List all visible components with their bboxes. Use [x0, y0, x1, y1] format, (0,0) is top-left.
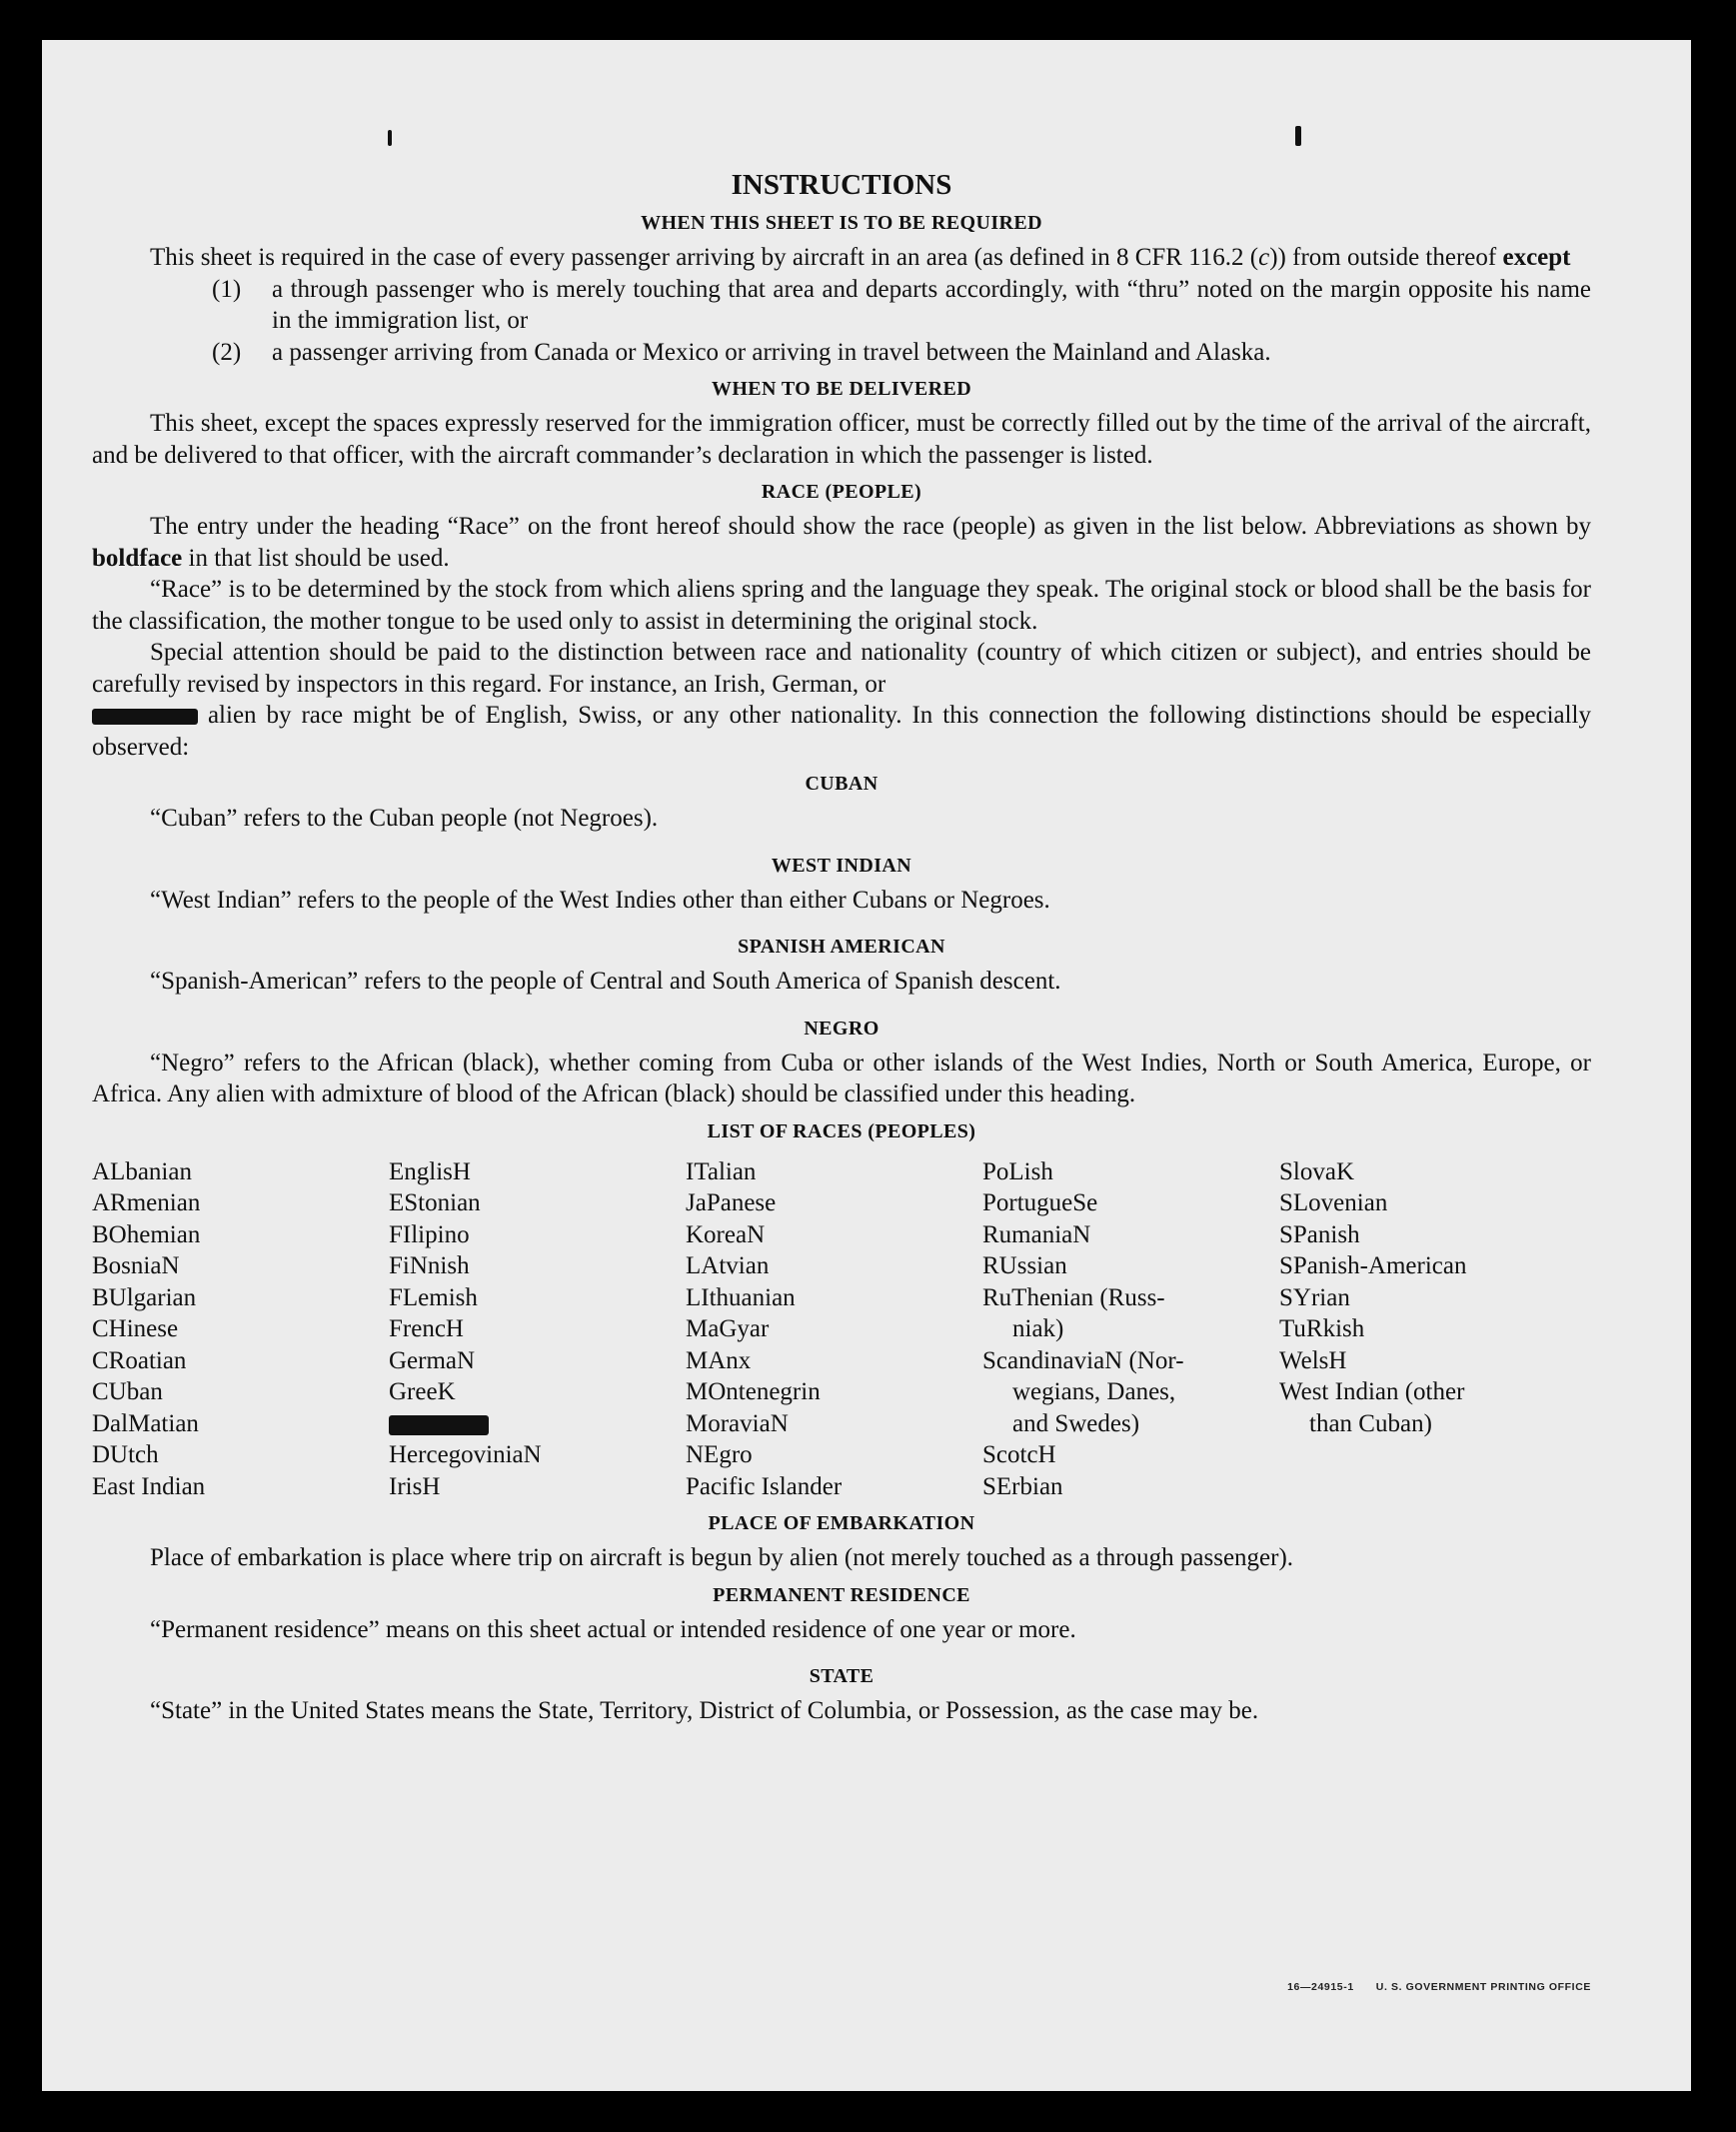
races-column-2	[389, 1156, 686, 1503]
redaction-mark	[389, 1415, 489, 1435]
race-entry: CRoatian	[92, 1346, 187, 1374]
paragraph-race-entry: The entry under the heading “Race” on the front hereof should show the race (people) as given in the list below. Abbreviations as shown by boldface in that list should be used.	[92, 513, 1591, 572]
race-entry: BosniaN	[92, 1252, 180, 1279]
definition-cuban: “Cuban” refers to the Cuban people (not Negroes).	[150, 805, 659, 832]
race-entry: LAtvian	[686, 1252, 770, 1279]
race-entry: FIlipino	[389, 1220, 470, 1248]
definition-west-indian: “West Indian” refers to the people of the West Indies other than either Cubans or Negroes.	[150, 886, 1050, 914]
heading-when-delivered: WHEN TO BE DELIVERED	[711, 378, 972, 400]
heading-state: STATE	[809, 1665, 874, 1687]
punch-mark-right	[1295, 126, 1301, 146]
heading-cuban: CUBAN	[805, 773, 878, 795]
race-entry-redacted	[389, 1408, 686, 1440]
paragraph-when-required: This sheet is required in the case of every passenger arriving by aircraft in an area (as defined in 8 CFR 116.2 (c)) from outside thereof except	[150, 244, 1571, 271]
race-entry: Pacific Islander	[686, 1472, 843, 1500]
race-entry: MaGyar	[686, 1315, 770, 1342]
race-entry: SYrian	[1279, 1283, 1350, 1311]
race-entry: ALbanian	[92, 1157, 192, 1185]
definition-spanish-american: “Spanish-American” refers to the people of Central and South America of Spanish descent.	[150, 968, 1061, 995]
printer-footer	[1287, 1981, 1591, 1993]
race-entry: EStonian	[389, 1189, 481, 1216]
race-entry: ITalian	[686, 1157, 757, 1185]
race-entry: SPanish-American	[1279, 1252, 1467, 1279]
race-entry: BUlgarian	[92, 1283, 197, 1311]
race-entry: HercegoviniaN	[389, 1441, 542, 1468]
race-entry: West Indian (other	[1279, 1378, 1465, 1405]
paragraph-race-distinction: Special attention should be paid to the distinction between race and nationality (country of which citizen or subject), and entries should be carefully revised by inspectors in this regard. For instance, an Irish, German, or alien by race might be of English, Swiss, or any other nationality. In this connection the following distinctions should be especially observed:	[92, 639, 1591, 761]
printer-name: U. S. GOVERNMENT PRINTING OFFICE	[1375, 1981, 1591, 1993]
heading-list-of-races: LIST OF RACES (PEOPLES)	[707, 1119, 976, 1142]
list-item: (1) a through passenger who is merely touching that area and departs accordingly, with “thru” noted on the margin opposite his name in the immigration list, or	[212, 275, 1591, 334]
race-entry: FLemish	[389, 1283, 478, 1311]
document-sheet	[42, 40, 1691, 2091]
races-column-4	[982, 1156, 1279, 1503]
race-entry-continued: and Swedes)	[1012, 1409, 1140, 1437]
race-entry: TuRkish	[1279, 1315, 1365, 1342]
race-entry: ScotcH	[982, 1441, 1056, 1468]
race-entry: GermaN	[389, 1346, 476, 1374]
heading-place-of-embarkation: PLACE OF EMBARKATION	[708, 1512, 975, 1534]
heading-west-indian: WEST INDIAN	[771, 854, 912, 877]
heading-permanent-residence: PERMANENT RESIDENCE	[713, 1583, 970, 1606]
heading-negro: NEGRO	[804, 1017, 879, 1040]
race-entry: JaPanese	[686, 1189, 777, 1216]
race-entry: DUtch	[92, 1441, 159, 1468]
race-entry: CHinese	[92, 1315, 179, 1342]
race-entry: IrisH	[389, 1472, 441, 1500]
race-entry: SLovenian	[1279, 1189, 1388, 1216]
race-entry: PortugueSe	[982, 1189, 1098, 1216]
redaction-mark	[92, 709, 198, 725]
paragraph-when-delivered: This sheet, except the spaces expressly reserved for the immigration officer, must be correctly filled out by the time of the arrival of the aircraft, and be delivered to that officer, with the aircraft commander’s declaration in which the passenger is listed.	[92, 410, 1591, 469]
race-entry: PoLish	[982, 1157, 1053, 1185]
form-number: 16—24915-1	[1287, 1981, 1354, 1993]
race-entry: ARmenian	[92, 1189, 201, 1216]
race-entry: MOntenegrin	[686, 1378, 821, 1405]
race-entry: RUssian	[982, 1252, 1067, 1279]
race-entry: East Indian	[92, 1472, 206, 1500]
race-entry-continued: niak)	[1012, 1315, 1064, 1342]
definition-state: “State” in the United States means the State, Territory, District of Columbia, or Possession, as the case may be.	[150, 1697, 1259, 1724]
race-entry: EnglisH	[389, 1157, 471, 1185]
race-entry: MoraviaN	[686, 1409, 789, 1437]
race-entry: FiNnish	[389, 1252, 470, 1279]
race-entry: KoreaN	[686, 1220, 766, 1248]
race-entry: RuThenian (Russ-	[982, 1283, 1165, 1311]
race-entry: CUban	[92, 1378, 163, 1405]
race-entry-continued: wegians, Danes,	[1012, 1378, 1176, 1405]
heading-spanish-american: SPANISH AMERICAN	[738, 936, 945, 958]
races-column-1	[92, 1156, 389, 1503]
races-column-3	[686, 1156, 982, 1503]
race-entry: FrencH	[389, 1315, 464, 1342]
race-entry: DalMatian	[92, 1409, 199, 1437]
race-entry: NEgro	[686, 1441, 753, 1468]
definition-embarkation: Place of embarkation is place where trip on aircraft is begun by alien (not merely touched as a through passenger).	[150, 1544, 1294, 1571]
race-entry-continued: than Cuban)	[1309, 1409, 1432, 1437]
races-column-5	[1279, 1156, 1576, 1503]
page-title: INSTRUCTIONS	[731, 169, 952, 201]
race-entry: GreeK	[389, 1378, 456, 1405]
instructions-body	[92, 168, 1591, 1727]
heading-race: RACE (PEOPLE)	[761, 481, 922, 503]
definition-negro: “Negro” refers to the African (black), whether coming from Cuba or other islands of the West Indies, North or South America, Europe, or Africa. Any alien with admixture of blood of the African (black) should be classified under this heading.	[92, 1049, 1591, 1107]
definition-permanent-residence: “Permanent residence” means on this sheet actual or intended residence of one year or more.	[150, 1615, 1076, 1643]
race-entry: ScandinaviaN (Nor-	[982, 1346, 1184, 1374]
race-entry: LIthuanian	[686, 1283, 796, 1311]
races-list	[92, 1156, 1591, 1503]
race-entry: SPanish	[1279, 1220, 1360, 1248]
race-entry: SErbian	[982, 1472, 1063, 1500]
race-entry: WelsH	[1279, 1346, 1347, 1374]
list-item: (2) a passenger arriving from Canada or Mexico or arriving in travel between the Mainland and Alaska.	[212, 338, 1271, 366]
race-entry: RumaniaN	[982, 1220, 1091, 1248]
punch-mark-left	[388, 130, 392, 146]
heading-when-required: WHEN THIS SHEET IS TO BE REQUIRED	[641, 212, 1042, 234]
paragraph-race-definition: “Race” is to be determined by the stock from which aliens spring and the language they speak. The original stock or blood shall be the basis for the classification, the mother tongue to be used only to assist in determining the original stock.	[92, 576, 1591, 635]
race-entry: MAnx	[686, 1346, 752, 1374]
race-entry: BOhemian	[92, 1220, 201, 1248]
race-entry: SlovaK	[1279, 1157, 1354, 1185]
